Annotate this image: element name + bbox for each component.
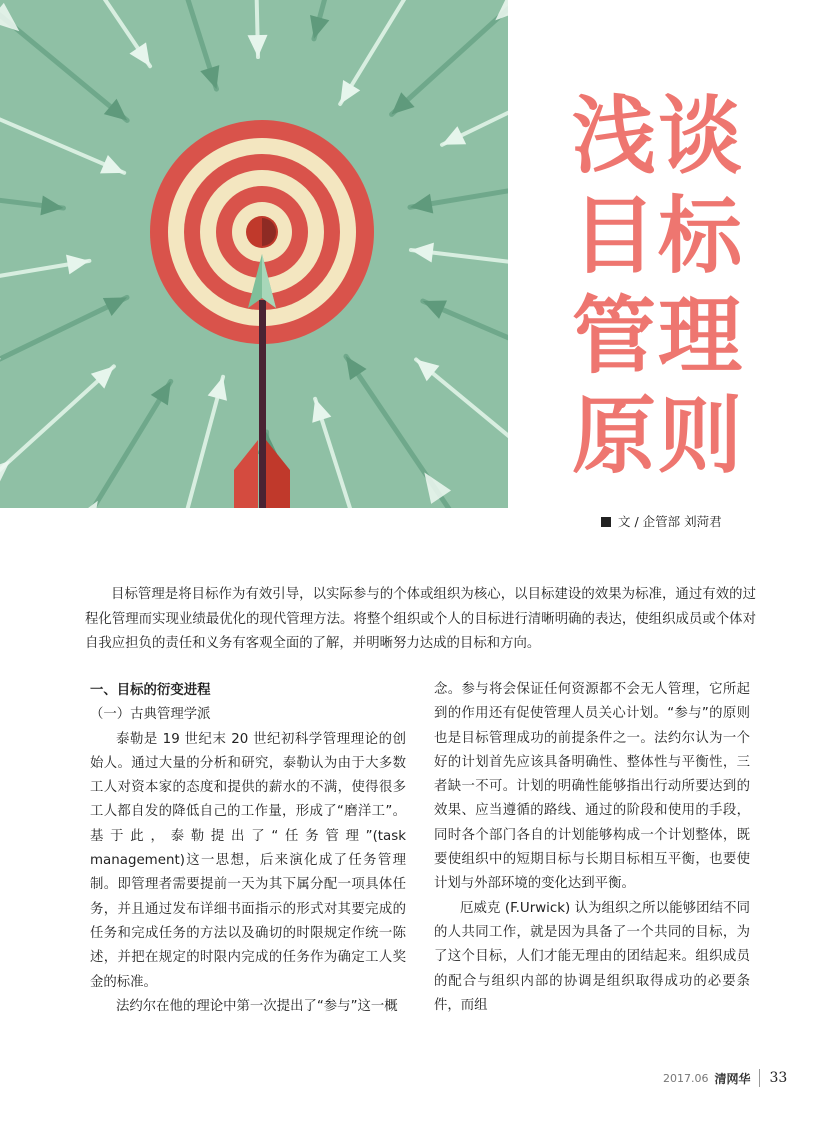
issue-date: 2017.06 — [663, 1071, 709, 1085]
page-number: 33 — [769, 1070, 788, 1086]
byline-text: 文 / 企管部 刘菏君 — [618, 514, 722, 529]
article-title — [572, 86, 752, 486]
paragraph: 泰勒是 19 世纪末 20 世纪初科学管理理论的创始人。通过大量的分析和研究，泰勒认为由于大多数工人对资本家的态度和提供的薪水的不满，使得很多工人都自发的降低自己的工作量，形成了“磨洋工”。基于此，泰勒提出了“任务管理”(task management)这一思想，后来演化成了任务管理制。即管理者需要提前一天为其下属分配一项具体任务，并且通过发布详细书面指示的形式对其要完成的任务和完成任务的方法以及确切的时限规定作统一陈述，并把在规定的时限内完成的任务作为确定工人奖金的标准。 — [90, 731, 406, 990]
title-line-2: 目标 — [572, 187, 745, 285]
title-line-3: 管理 — [572, 287, 745, 385]
abstract: 目标管理是将目标作为有效引导，以实际参与的个体或组织为核心，以目标建设的效果为标准，通过有效的过程化管理而实现业绩最优化的现代管理方法。将整个组织或个人的目标进行清晰明确的表达，使组织成员或个体对自我应担负的责任和义务有客观全面的了解，并明晰努力达成的目标和方向。 — [85, 587, 756, 651]
subsection-heading: （一）古典管理学派 — [90, 707, 211, 723]
byline — [601, 512, 722, 530]
paragraph: 厄威克 (F.Urwick) 认为组织之所以能够团结不同的人共同工作，就是因为具备了一个共同的目标，为了这个目标，人们才能无理由的团结起来。组织成员的配合与组织内部的协调是组织取得成功的必要条件，而组 — [434, 900, 750, 1013]
page-footer — [663, 1066, 787, 1090]
cover-illustration — [0, 0, 508, 508]
column-right — [434, 678, 750, 1018]
paragraph: 法约尔在他的理论中第一次提出了“参与”这一概 — [116, 998, 398, 1014]
magazine-name: 清网华 — [714, 1071, 751, 1086]
square-bullet-icon — [601, 517, 611, 527]
column-left — [90, 679, 406, 1019]
footer-divider — [759, 1069, 760, 1087]
paragraph: 念。参与将会保证任何资源都不会无人管理，它所起到的作用还有促使管理人员关心计划。“参与”的原则也是目标管理成功的前提条件之一。法约尔认为一个好的计划首先应该具备明确性、整体性与平衡性，三者缺一不可。计划的明确性能够指出行动所要达到的效果、应当遵循的路线、通过的阶段和使用的手段，同时各个部门各自的计划能够构成一个计划整体，既要使组织中的短期目标与长期目标相互平衡，也要使计划与外部环境的变化达到平衡。 — [434, 682, 750, 892]
target-arrows-graphic — [0, 0, 508, 508]
section-heading: 一、目标的衍变进程 — [90, 683, 211, 698]
title-line-1: 浅谈 — [572, 87, 745, 185]
title-line-4: 原则 — [572, 387, 745, 485]
